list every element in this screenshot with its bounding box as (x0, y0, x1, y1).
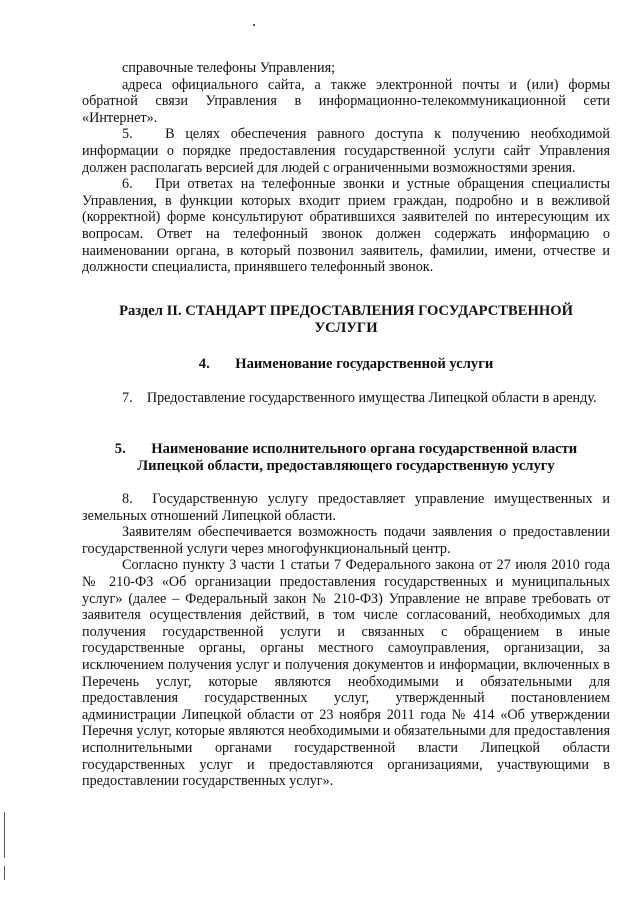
paragraph-5: 5. В целях обеспечения равного доступа к получению необходимой информации о порядке предоставления государственной услуги сайт Управления должен располагать версией для людей с ограниченными возможностями зрения. (82, 126, 610, 176)
paragraph-7-block (82, 390, 610, 407)
subheading-5-line1: 5. Наименование исполнительного органа государственной власти (114, 441, 578, 457)
paragraph-8: 8. Государственную услугу предоставляет управление имущественных и земельных отношений Липецкой области. (82, 491, 610, 524)
scan-edge-mark (4, 812, 5, 858)
scan-dot (253, 24, 255, 26)
section-heading-line2: УСЛУГИ (314, 320, 378, 336)
paragraph-addresses: адреса официального сайта, а также электронной почты и (или) формы обратной связи Управления в информационно-телекоммуникационной сети «Интернет». (82, 76, 610, 126)
section-heading-line1: Раздел II. СТАНДАРТ ПРЕДОСТАВЛЕНИЯ ГОСУДАРСТВЕННОЙ (119, 303, 573, 319)
subheading-5-line2: Липецкой области, предоставляющего государственную услугу (137, 458, 555, 474)
paragraph-federal-law: Согласно пункту 3 части 1 статьи 7 Федерального закона от 27 июля 2010 года № 210-ФЗ «Об организации предоставления государственных и муниципальных услуг» (далее – Федеральный закон № 210-ФЗ) Управление не вправе требовать от заявителя осуществления действий, в том числе согласований, необходимых для получения государственной услуги и связанных с обращением в иные государственные органы, органы местного самоуправления, организации, за исключением получения услуг и получения документов и информации, включенных в Перечень услуг, которые являются необходимыми и обязательными для предоставления государственных услуг, утвержденный постановлением администрации Липецкой области от 23 ноября 2011 года № 414 «Об утверждении Перечня услуг, которые являются необходимыми и обязательными для предоставления исполнительными органами государственной власти Липецкой области государственных услуг и предоставляются организациями, участвующими в предоставлении государственных услуг». (82, 557, 610, 790)
scan-edge-mark (4, 866, 5, 880)
subheading-4: 4. Наименование государственной услуги (198, 356, 494, 372)
text-block-top (82, 60, 610, 276)
text-block-bottom (82, 491, 610, 790)
paragraph-phones: справочные телефоны Управления; (122, 60, 336, 76)
paragraph-applicants: Заявителям обеспечивается возможность подачи заявления о предоставлении государственной услуги через многофункциональный центр. (82, 524, 610, 557)
paragraph-7: 7. Предоставление государственного имущества Липецкой области в аренду. (122, 390, 597, 406)
paragraph-6: 6. При ответах на телефонные звонки и устные обращения специалисты Управления, в функции которых входит прием граждан, подробно и в вежливой (корректной) форме консультируют обратившихся заявителей по интересующим их вопросам. Ответ на телефонный звонок должен содержать информацию о наименовании органа, в который позвонил заявитель, фамилии, имени, отчестве и должности специалиста, принявшего телефонный звонок. (82, 176, 610, 276)
